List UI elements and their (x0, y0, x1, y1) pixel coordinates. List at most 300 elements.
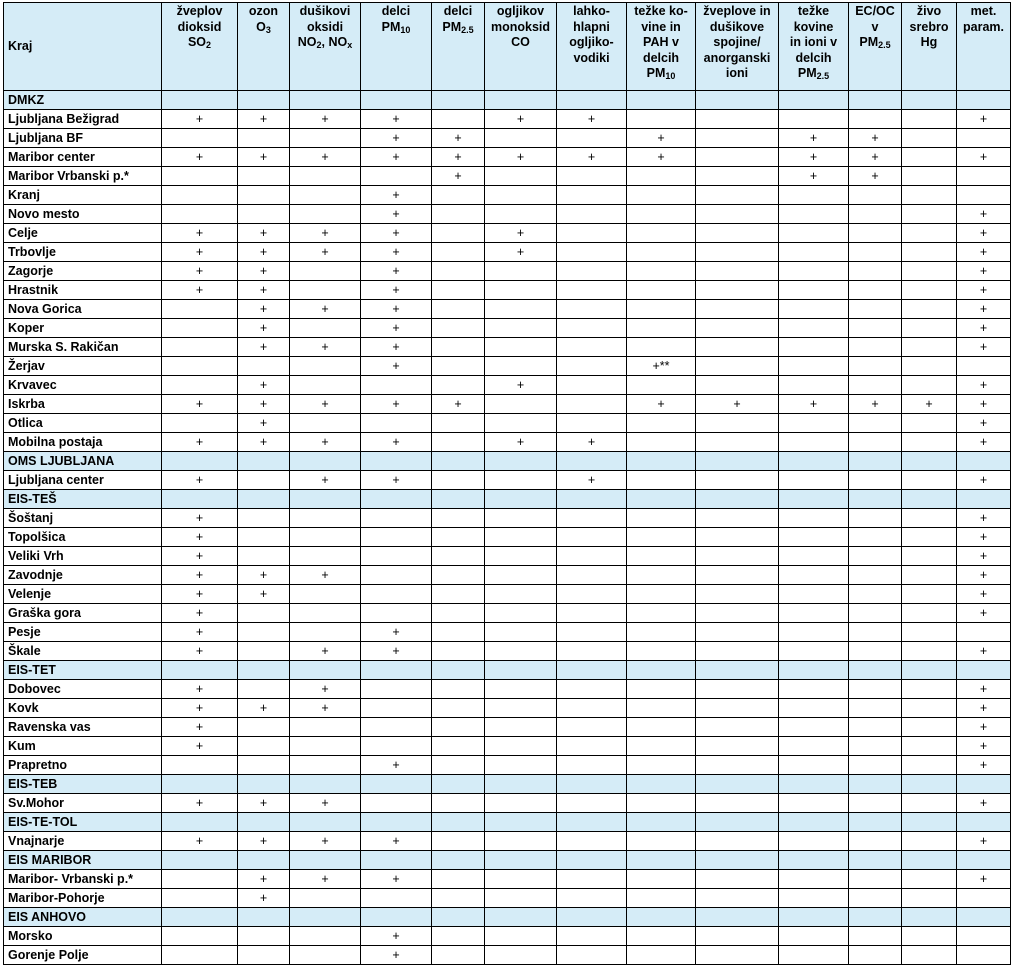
empty-cell (696, 718, 779, 737)
measured-mark: + (557, 433, 627, 452)
empty-cell (849, 946, 902, 965)
empty-cell (696, 262, 779, 281)
empty-cell (779, 680, 849, 699)
empty-cell (696, 680, 779, 699)
measured-mark: + (957, 509, 1011, 528)
group-cell (779, 908, 849, 927)
measured-mark: + (957, 756, 1011, 775)
column-header-8 (627, 3, 696, 91)
measured-mark: + (238, 262, 290, 281)
group-row (4, 813, 1011, 832)
empty-cell (902, 889, 957, 908)
empty-cell (849, 623, 902, 642)
empty-cell (696, 927, 779, 946)
group-label: EIS-TEB (4, 775, 162, 794)
measured-mark: + (957, 338, 1011, 357)
empty-cell (849, 528, 902, 547)
measured-mark: + (779, 148, 849, 167)
empty-cell (432, 281, 485, 300)
empty-cell (432, 946, 485, 965)
empty-cell (361, 794, 432, 813)
group-label: EIS-TEŠ (4, 490, 162, 509)
table-row (4, 357, 1011, 376)
empty-cell (902, 471, 957, 490)
empty-cell (849, 281, 902, 300)
empty-cell (957, 946, 1011, 965)
empty-cell (902, 509, 957, 528)
empty-cell (902, 338, 957, 357)
table-row (4, 623, 1011, 642)
station-name: Ljubljana Bežigrad (4, 110, 162, 129)
header-subscript: 3 (265, 24, 271, 35)
group-cell (957, 813, 1011, 832)
group-cell (696, 452, 779, 471)
measured-mark: + (361, 832, 432, 851)
header-text: vine in (641, 19, 681, 34)
measured-mark: + (432, 129, 485, 148)
empty-cell (779, 737, 849, 756)
empty-cell (485, 471, 557, 490)
header-text: kovine (793, 19, 834, 34)
measured-mark: + (957, 433, 1011, 452)
empty-cell (779, 718, 849, 737)
empty-cell (485, 737, 557, 756)
measured-mark: + (162, 680, 238, 699)
station-name: Otlica (4, 414, 162, 433)
column-header-12 (902, 3, 957, 91)
column-header-2 (238, 3, 290, 91)
measured-mark: + (957, 718, 1011, 737)
empty-cell (557, 300, 627, 319)
measured-mark: + (849, 129, 902, 148)
measured-mark: + (290, 148, 361, 167)
group-cell (902, 908, 957, 927)
empty-cell (627, 167, 696, 186)
empty-cell (627, 680, 696, 699)
empty-cell (902, 585, 957, 604)
station-name: Žerjav (4, 357, 162, 376)
column-header-13 (957, 3, 1011, 91)
empty-cell (779, 205, 849, 224)
group-cell (162, 851, 238, 870)
group-cell (238, 851, 290, 870)
empty-cell (238, 756, 290, 775)
measured-mark: + (485, 110, 557, 129)
empty-cell (557, 794, 627, 813)
empty-cell (238, 205, 290, 224)
measured-mark: + (361, 319, 432, 338)
table-row (4, 110, 1011, 129)
empty-cell (432, 300, 485, 319)
empty-cell (627, 281, 696, 300)
measured-mark: + (779, 129, 849, 148)
empty-cell (696, 471, 779, 490)
group-cell (627, 908, 696, 927)
header-text: težke (797, 4, 830, 18)
empty-cell (557, 395, 627, 414)
measured-mark: + (238, 338, 290, 357)
empty-cell (485, 718, 557, 737)
empty-cell (902, 680, 957, 699)
measured-mark: + (485, 243, 557, 262)
empty-cell (779, 262, 849, 281)
measured-mark: + (162, 281, 238, 300)
group-cell (557, 851, 627, 870)
measured-mark: + (361, 395, 432, 414)
table-row (4, 281, 1011, 300)
empty-cell (696, 433, 779, 452)
group-cell (779, 490, 849, 509)
empty-cell (627, 338, 696, 357)
empty-cell (238, 547, 290, 566)
measured-mark: + (361, 224, 432, 243)
measured-mark: + (957, 528, 1011, 547)
empty-cell (849, 433, 902, 452)
empty-cell (779, 471, 849, 490)
measured-mark: + (361, 756, 432, 775)
measured-mark: + (432, 395, 485, 414)
station-name: Gorenje Polje (4, 946, 162, 965)
station-name: Veliki Vrh (4, 547, 162, 566)
measured-mark: + (290, 224, 361, 243)
empty-cell (902, 433, 957, 452)
measured-mark: + (361, 262, 432, 281)
empty-cell (361, 509, 432, 528)
empty-cell (557, 946, 627, 965)
group-cell (162, 661, 238, 680)
table-row (4, 889, 1011, 908)
group-cell (290, 91, 361, 110)
header-text: ogljikov (496, 4, 545, 18)
group-cell (627, 813, 696, 832)
measured-mark: + (849, 148, 902, 167)
empty-cell (361, 585, 432, 604)
empty-cell (557, 281, 627, 300)
station-name: Kovk (4, 699, 162, 718)
measured-mark: + (361, 281, 432, 300)
group-cell (779, 775, 849, 794)
measured-mark: + (162, 737, 238, 756)
empty-cell (432, 623, 485, 642)
station-name: Vnajnarje (4, 832, 162, 851)
empty-cell (849, 186, 902, 205)
group-cell (361, 775, 432, 794)
measured-mark: + (290, 870, 361, 889)
header-subscript: 10 (400, 24, 411, 35)
empty-cell (779, 832, 849, 851)
empty-cell (696, 794, 779, 813)
group-cell (361, 813, 432, 832)
measured-mark: + (957, 395, 1011, 414)
empty-cell (696, 623, 779, 642)
group-cell (238, 661, 290, 680)
group-cell (557, 908, 627, 927)
empty-cell (557, 547, 627, 566)
empty-cell (557, 889, 627, 908)
empty-cell (432, 110, 485, 129)
measured-mark: + (238, 376, 290, 395)
empty-cell (557, 927, 627, 946)
measured-mark: + (957, 110, 1011, 129)
empty-cell (557, 262, 627, 281)
empty-cell (627, 718, 696, 737)
measured-mark: + (290, 642, 361, 661)
empty-cell (779, 585, 849, 604)
empty-cell (627, 319, 696, 338)
measured-mark: + (290, 395, 361, 414)
empty-cell (432, 528, 485, 547)
empty-cell (432, 680, 485, 699)
group-row (4, 775, 1011, 794)
table-row (4, 471, 1011, 490)
group-cell (162, 908, 238, 927)
empty-cell (902, 319, 957, 338)
empty-cell (627, 699, 696, 718)
group-label: DMKZ (4, 91, 162, 110)
group-cell (361, 661, 432, 680)
empty-cell (432, 205, 485, 224)
group-cell (361, 908, 432, 927)
empty-cell (162, 300, 238, 319)
group-cell (238, 91, 290, 110)
table-row (4, 642, 1011, 661)
group-cell (162, 91, 238, 110)
group-cell (696, 490, 779, 509)
empty-cell (902, 281, 957, 300)
measured-mark: + (849, 395, 902, 414)
empty-cell (162, 338, 238, 357)
measured-mark: + (238, 566, 290, 585)
group-cell (849, 908, 902, 927)
column-header-3 (290, 3, 361, 91)
empty-cell (485, 300, 557, 319)
group-cell (849, 490, 902, 509)
empty-cell (627, 737, 696, 756)
empty-cell (432, 737, 485, 756)
table-row (4, 528, 1011, 547)
empty-cell (485, 281, 557, 300)
header-text: žveplov (176, 4, 223, 18)
empty-cell (361, 889, 432, 908)
measured-mark: + (361, 243, 432, 262)
empty-cell (162, 870, 238, 889)
station-name: Dobovec (4, 680, 162, 699)
empty-cell (432, 718, 485, 737)
empty-cell (627, 642, 696, 661)
empty-cell (557, 699, 627, 718)
empty-cell (290, 167, 361, 186)
measured-mark: + (361, 338, 432, 357)
empty-cell (627, 566, 696, 585)
group-label: OMS LJUBLJANA (4, 452, 162, 471)
empty-cell (627, 604, 696, 623)
empty-cell (432, 870, 485, 889)
measured-mark: + (361, 357, 432, 376)
station-name: Maribor center (4, 148, 162, 167)
group-cell (902, 813, 957, 832)
empty-cell (957, 167, 1011, 186)
empty-cell (696, 528, 779, 547)
measured-mark: + (957, 642, 1011, 661)
header-text: ozon (248, 4, 279, 18)
measured-mark: + (290, 680, 361, 699)
header-subscript: 2 (316, 40, 322, 50)
empty-cell (557, 737, 627, 756)
header-text: SO (187, 35, 207, 49)
measured-mark: + (162, 718, 238, 737)
header-text: žveplove in (703, 4, 771, 18)
group-cell (361, 490, 432, 509)
empty-cell (849, 680, 902, 699)
station-name: Ljubljana BF (4, 129, 162, 148)
empty-cell (696, 148, 779, 167)
header-text: PM (859, 35, 879, 49)
empty-cell (696, 110, 779, 129)
measured-mark: + (485, 433, 557, 452)
header-text: dioksid (177, 19, 222, 34)
header-text: delci (443, 4, 473, 18)
empty-cell (432, 794, 485, 813)
column-header-11 (849, 3, 902, 91)
table-row (4, 927, 1011, 946)
empty-cell (238, 623, 290, 642)
empty-cell (849, 110, 902, 129)
header-text: hlapni (573, 19, 610, 34)
group-label: EIS MARIBOR (4, 851, 162, 870)
group-cell (779, 813, 849, 832)
header-text: O (256, 19, 266, 34)
measured-mark: + (162, 604, 238, 623)
header-text: delcih (795, 50, 832, 65)
table-row (4, 376, 1011, 395)
measured-mark: + (162, 395, 238, 414)
table-row (4, 718, 1011, 737)
header-text: EC/OC (855, 4, 895, 18)
empty-cell (849, 357, 902, 376)
empty-cell (779, 794, 849, 813)
measured-mark: + (361, 642, 432, 661)
group-row (4, 851, 1011, 870)
station-name: Krvavec (4, 376, 162, 395)
empty-cell (290, 623, 361, 642)
table-row (4, 794, 1011, 813)
empty-cell (696, 205, 779, 224)
empty-cell (849, 205, 902, 224)
empty-cell (849, 832, 902, 851)
empty-cell (290, 509, 361, 528)
table-row (4, 566, 1011, 585)
empty-cell (485, 642, 557, 661)
empty-cell (361, 376, 432, 395)
empty-cell (849, 870, 902, 889)
empty-cell (902, 357, 957, 376)
empty-cell (849, 243, 902, 262)
measured-mark: + (361, 870, 432, 889)
group-cell (485, 661, 557, 680)
empty-cell (485, 680, 557, 699)
empty-cell (361, 699, 432, 718)
empty-cell (485, 205, 557, 224)
empty-cell (902, 205, 957, 224)
table-row (4, 319, 1011, 338)
empty-cell (779, 300, 849, 319)
empty-cell (162, 129, 238, 148)
empty-cell (162, 376, 238, 395)
header-text: srebro (909, 19, 949, 34)
empty-cell (696, 699, 779, 718)
empty-cell (849, 319, 902, 338)
empty-cell (902, 832, 957, 851)
measured-mark: + (957, 870, 1011, 889)
empty-cell (557, 357, 627, 376)
empty-cell (627, 756, 696, 775)
station-name: Sv.Mohor (4, 794, 162, 813)
station-name: Škale (4, 642, 162, 661)
group-cell (432, 851, 485, 870)
group-cell (849, 851, 902, 870)
measured-mark: + (162, 642, 238, 661)
empty-cell (696, 357, 779, 376)
measured-mark: + (290, 338, 361, 357)
station-name: Ljubljana center (4, 471, 162, 490)
group-cell (485, 452, 557, 471)
group-cell (849, 452, 902, 471)
empty-cell (557, 832, 627, 851)
station-name: Graška gora (4, 604, 162, 623)
measured-mark: + (557, 471, 627, 490)
measured-mark: + (238, 699, 290, 718)
header-subscript: x (347, 40, 353, 50)
empty-cell (485, 623, 557, 642)
station-name: Maribor- Vrbanski p.* (4, 870, 162, 889)
empty-cell (779, 433, 849, 452)
measured-mark: + (162, 262, 238, 281)
group-cell (432, 775, 485, 794)
empty-cell (485, 319, 557, 338)
measured-mark: + (361, 471, 432, 490)
empty-cell (902, 699, 957, 718)
measured-mark: + (361, 433, 432, 452)
empty-cell (696, 338, 779, 357)
group-cell (238, 452, 290, 471)
empty-cell (627, 433, 696, 452)
group-cell (779, 851, 849, 870)
empty-cell (238, 604, 290, 623)
measured-mark: + (162, 566, 238, 585)
empty-cell (238, 680, 290, 699)
header-text: in ioni v (789, 35, 838, 49)
empty-cell (162, 167, 238, 186)
table-row (4, 167, 1011, 186)
empty-cell (779, 186, 849, 205)
empty-cell (557, 376, 627, 395)
empty-cell (779, 889, 849, 908)
station-name: Novo mesto (4, 205, 162, 224)
measured-mark: + (957, 737, 1011, 756)
empty-cell (290, 205, 361, 224)
group-cell (957, 91, 1011, 110)
empty-cell (849, 604, 902, 623)
empty-cell (557, 642, 627, 661)
empty-cell (238, 528, 290, 547)
empty-cell (627, 110, 696, 129)
header-text: v (871, 19, 879, 34)
empty-cell (627, 243, 696, 262)
empty-cell (432, 414, 485, 433)
empty-cell (162, 889, 238, 908)
empty-cell (238, 718, 290, 737)
empty-cell (696, 566, 779, 585)
